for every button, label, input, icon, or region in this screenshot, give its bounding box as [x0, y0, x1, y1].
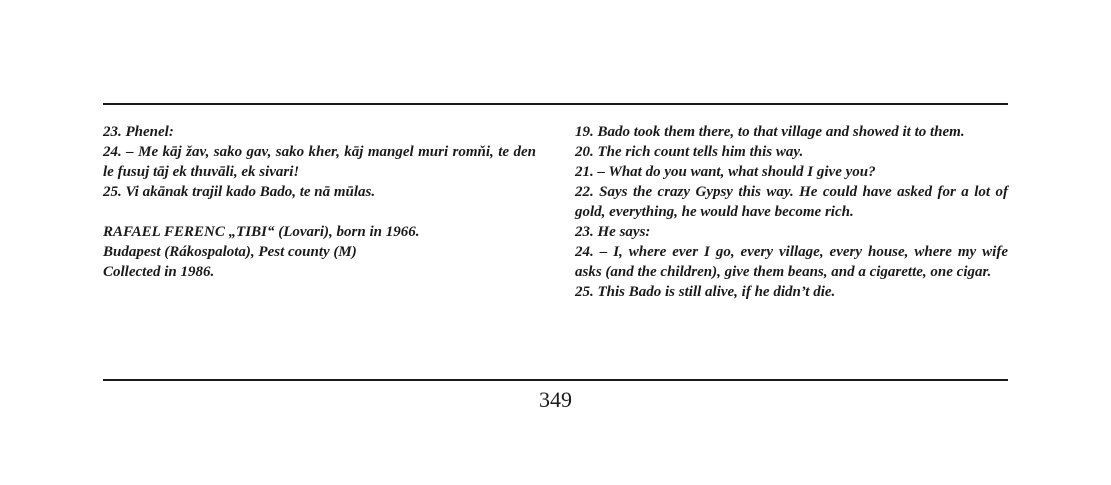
narrator-info: RAFAEL FERENC „TIBI“ (Lovari), born in 1966.: [103, 224, 420, 240]
text-line: 24. – Me kāj žav, sako gav, sako kher, kāj mangel muri romňi, te den le fusuj tāj ek thuvāli, ek sivari!: [103, 144, 536, 180]
text-line: 20. The rich count tells him this way.: [575, 144, 804, 160]
text-line: 25. This Bado is still alive, if he didn’t die.: [575, 284, 836, 300]
left-column: [103, 122, 536, 282]
page-number: 349: [539, 387, 572, 412]
text-line: 23. He says:: [575, 224, 651, 240]
right-column: [575, 122, 1008, 302]
text-line: 22. Says the crazy Gypsy this way. He could have asked for a lot of gold, everything, he would have become rich.: [575, 184, 1008, 220]
text-line: 25. Vi akānak trajil kado Bado, te nā mūlas.: [103, 184, 376, 200]
narrator-location: Budapest (Rákospalota), Pest county (M): [103, 244, 357, 260]
bottom-rule: [103, 379, 1008, 381]
top-rule: [103, 103, 1008, 105]
text-line: 21. – What do you want, what should I give you?: [575, 164, 876, 180]
text-line: 23. Phenel:: [103, 124, 174, 140]
text-line: 19. Bado took them there, to that village and showed it to them.: [575, 124, 965, 140]
collection-date: Collected in 1986.: [103, 264, 215, 280]
text-line: 24. – I, where ever I go, every village, every house, where my wife asks (and the children), give them beans, and a cigarette, one cigar.: [575, 244, 1008, 280]
